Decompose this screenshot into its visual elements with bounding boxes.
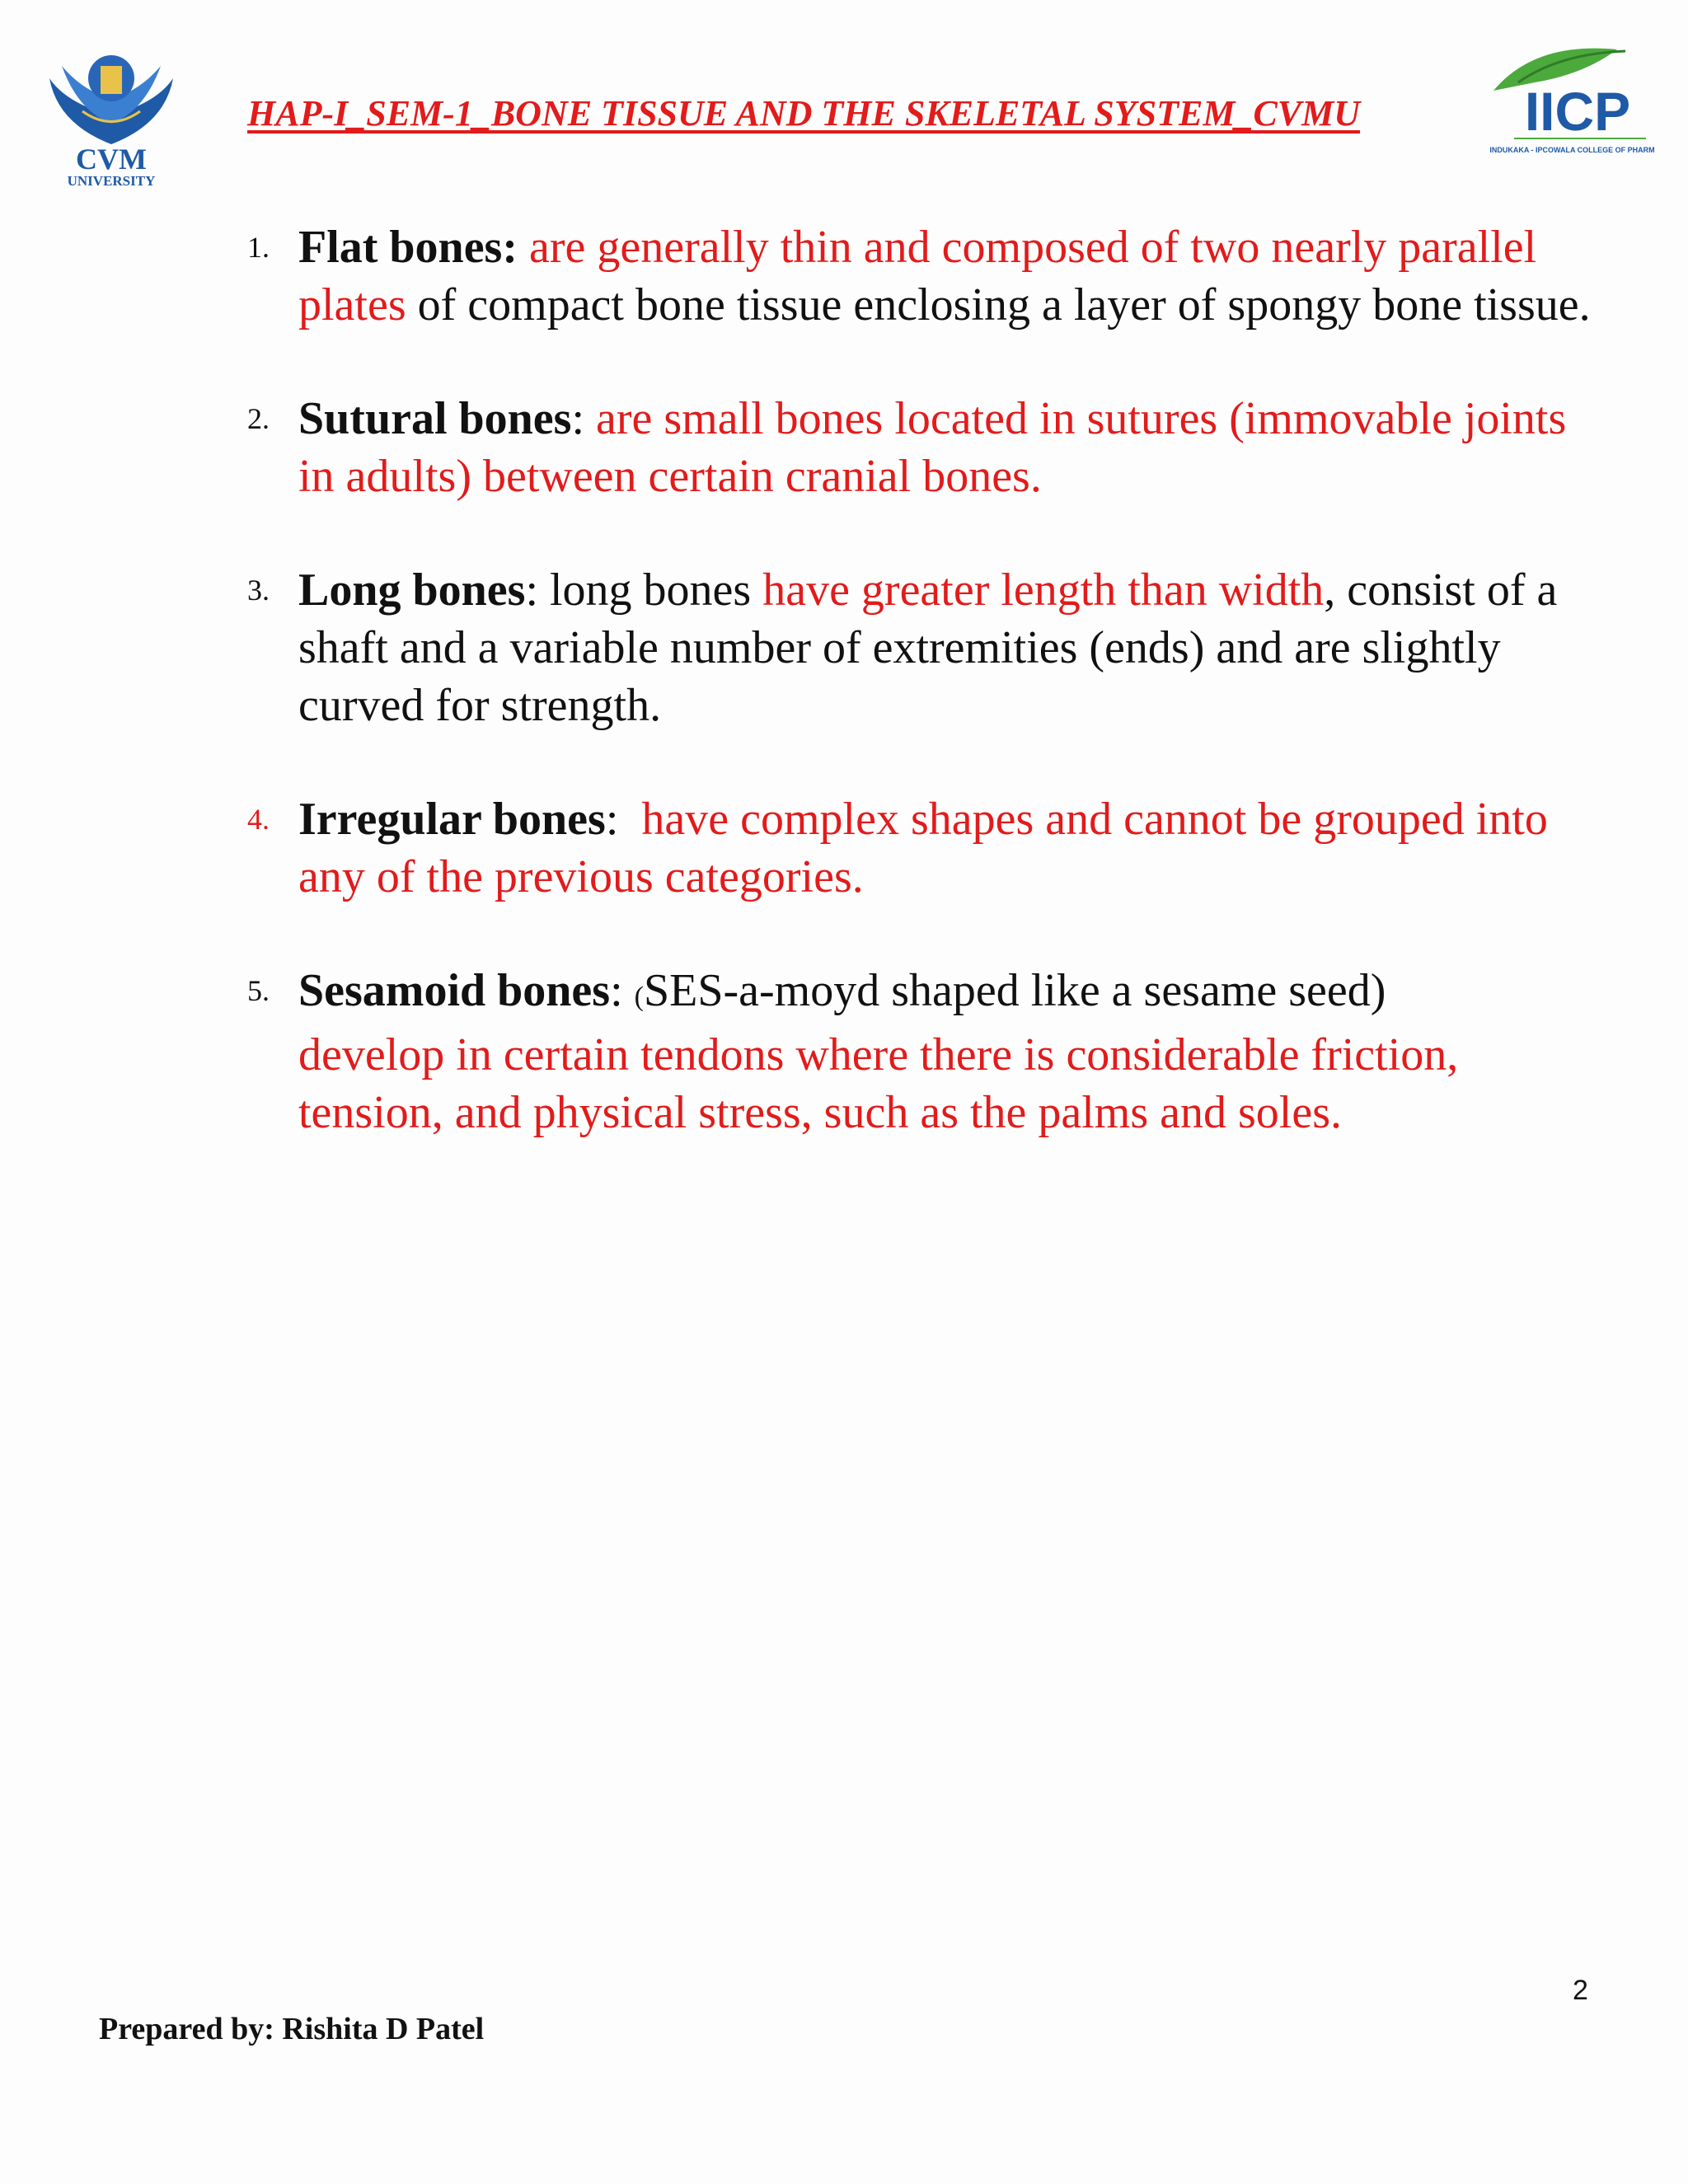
svg-text:CVM: CVM — [76, 143, 147, 176]
page-number: 2 — [1573, 1975, 1588, 2006]
list-number: 5. — [247, 974, 270, 1007]
definition-text: of compact bone tissue enclosing a layer of spongy bone tissue. — [406, 279, 1591, 330]
iicp-leaf-icon — [1485, 33, 1654, 177]
term-separator: : — [610, 965, 635, 1016]
list-item-flat-bones — [247, 218, 1599, 334]
term-long-bones: Long bones — [298, 565, 526, 616]
list-number: 4. — [247, 803, 270, 836]
svg-text:IICP: IICP — [1524, 81, 1631, 142]
footer-prepared-by: Prepared by: Rishita D Patel — [99, 2012, 485, 2046]
definition-highlight: are generally thin and composed of two nearly parallel plates — [298, 222, 1537, 330]
term-separator: : — [571, 393, 596, 444]
term-flat-bones: Flat bones: — [298, 222, 518, 273]
term-separator: : — [525, 565, 550, 616]
svg-text:UNIVERSITY: UNIVERSITY — [67, 173, 156, 189]
list-item-sesamoid-bones — [247, 962, 1599, 1141]
pronunciation-text: SES-a-moyd shaped like a sesame seed) — [643, 965, 1386, 1016]
bone-types-list — [247, 218, 1599, 1197]
term-sesamoid-bones: Sesamoid bones — [298, 965, 611, 1016]
list-number: 3. — [247, 574, 270, 607]
cvm-emblem-icon — [33, 33, 190, 190]
definition-text: long bones — [550, 565, 763, 616]
term-sutural-bones: Sutural bones — [298, 393, 572, 444]
page-header-title: HAP-I_SEM-1_BONE TISSUE AND THE SKELETAL SYSTEM_CVMU — [247, 93, 1361, 134]
list-item-sutural-bones — [247, 390, 1599, 505]
term-irregular-bones: Irregular bones — [298, 794, 606, 845]
definition-highlight: develop in certain tendons where there is considerable friction, tension, and physical stress, such as the palms and soles. — [298, 1029, 1459, 1138]
svg-text:INDUKAKA - IPCOWALA COLLEGE OF: INDUKAKA - IPCOWALA COLLEGE OF PHARMACY — [1489, 146, 1654, 154]
term-separator: : — [605, 794, 642, 845]
list-item-long-bones — [247, 561, 1599, 734]
list-number: 2. — [247, 402, 270, 435]
definition-highlight: have greater length than width — [762, 565, 1325, 616]
list-item-irregular-bones — [247, 790, 1599, 906]
cvm-university-logo — [33, 33, 190, 190]
definition-highlight: are small bones located in sutures (immovable joints in adults) between certain cranial bones. — [298, 393, 1567, 502]
iicp-logo — [1485, 33, 1654, 177]
definition-text: , consist of a shaft and a variable number of extremities (ends) and are slightly curved for strength. — [298, 565, 1558, 731]
paren-open: ( — [634, 982, 644, 1012]
list-number: 1. — [247, 231, 270, 264]
definition-highlight: have complex shapes and cannot be grouped into any of the previous categories. — [298, 794, 1548, 902]
